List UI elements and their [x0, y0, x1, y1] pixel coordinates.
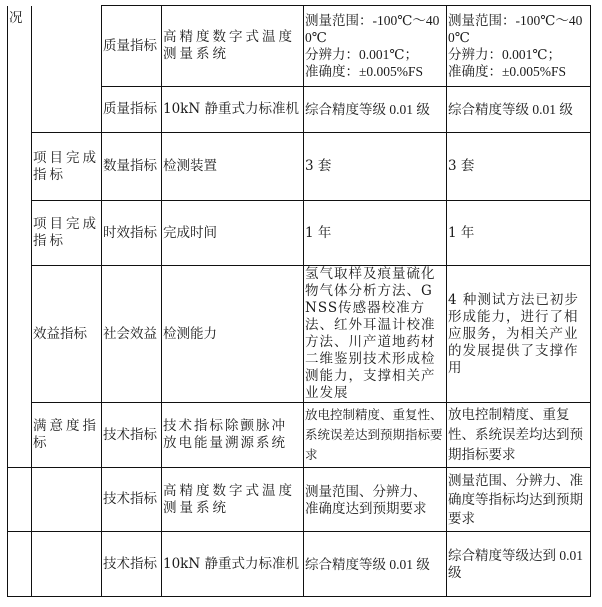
level1-text: 项目完成指标: [33, 149, 99, 183]
level2-cell: [102, 266, 162, 403]
actual-text: 测量范围、分辨力、准确度等指标均达到预期要求: [448, 473, 583, 526]
actual-text: 综合精度等级达到 0.01 级: [448, 548, 583, 580]
target-line: 测量范围：-100℃～400℃: [305, 13, 440, 45]
indicator-text: 10kN 静重式力标准机: [163, 555, 299, 572]
indicator-cell: [162, 6, 304, 87]
actual-cell: [447, 133, 591, 201]
indicator-text: 技术指标除颤脉冲放电能量溯源系统: [163, 418, 287, 451]
table-row: [8, 201, 591, 266]
target-cell: [304, 133, 447, 201]
target-text: 综合精度等级 0.01 级: [305, 556, 430, 572]
actual-cell: [447, 87, 591, 133]
indicator-cell: [162, 403, 304, 468]
level1-cell: [32, 532, 102, 597]
performance-indicator-table: [7, 5, 591, 597]
level2-text: 社会效益: [103, 325, 157, 342]
table-row: [8, 468, 591, 532]
indicator-text: 检测能力: [163, 325, 217, 342]
level2-text: 时效指标: [103, 224, 157, 241]
table-row: [8, 532, 591, 597]
section-label-cell: [8, 6, 32, 468]
target-cell: [304, 532, 447, 597]
actual-cell: [447, 403, 591, 468]
target-line: 分辨力：0.001℃；: [305, 47, 418, 62]
level2-text: 技术指标: [103, 555, 157, 572]
level1-text: 项目完成指标: [33, 216, 99, 249]
actual-text: 放电控制精度、重复性、系统误差均达到预期指标要求: [448, 407, 583, 462]
level1-cell: [32, 201, 102, 266]
actual-cell: [447, 6, 591, 87]
table-row: [8, 6, 591, 87]
indicator-text: 检测装置: [163, 158, 217, 174]
target-text: 综合精度等级 0.01 级: [305, 102, 430, 117]
indicator-text: 高精度数字式温度测量系统: [163, 482, 295, 516]
level2-text: 数量指标: [103, 158, 157, 174]
level1-cell: [32, 133, 102, 201]
level2-cell: [102, 468, 162, 532]
level2-cell: [102, 87, 162, 133]
actual-cell: [447, 468, 591, 532]
actual-line: 测量范围：-100℃～400℃: [448, 13, 583, 45]
target-line: 测量范围、分辨力、: [305, 483, 427, 499]
target-cell: [304, 6, 447, 87]
actual-line: 准确度：±0.005%FS: [448, 64, 567, 79]
level1-text: 效益指标: [33, 325, 87, 342]
indicator-text: 完成时间: [163, 224, 217, 241]
actual-cell: [447, 266, 591, 403]
level2-cell: [102, 532, 162, 597]
target-line: 准确度达到预期要求: [305, 500, 427, 516]
indicator-cell: [162, 266, 304, 403]
indicator-cell: [162, 532, 304, 597]
target-cell: [304, 201, 447, 266]
indicator-cell: [162, 468, 304, 532]
actual-text: 3 套: [448, 158, 475, 174]
level2-text: 技术指标: [103, 491, 157, 507]
table-row: [8, 403, 591, 468]
target-text: 3 套: [305, 158, 332, 174]
target-cell: [304, 468, 447, 532]
actual-cell: [447, 201, 591, 266]
level2-cell: [102, 403, 162, 468]
indicator-cell: [162, 87, 304, 133]
level1-text: 满意度指标: [33, 418, 99, 451]
indicator-text: 高精度数字式温度测量系统: [163, 29, 295, 62]
level1-cell: [32, 403, 102, 468]
actual-text: 4 种测试方法已初步形成能力，进行了相应服务，为相关产业的发展提供了支撑作用: [448, 291, 579, 376]
actual-text: 综合精度等级 0.01 级: [448, 102, 573, 117]
level1-cell: [32, 468, 102, 532]
actual-cell: [447, 532, 591, 597]
level2-text: 质量指标: [103, 37, 157, 54]
indicator-cell: [162, 201, 304, 266]
section-label-cell: [8, 532, 32, 597]
indicator-text: 10kN 静重式力标准机: [163, 101, 299, 117]
section-label: 况: [9, 9, 23, 26]
level2-cell: [102, 133, 162, 201]
target-text: 氢气取样及痕量硫化物气体分析方法、GNSS传感器校准方法、红外耳温计校准方法、川产道地药材二维鉴别技术形成检测能力，支撑相关产业发展: [305, 266, 436, 401]
level1-cell: [32, 6, 102, 133]
target-cell: [304, 403, 447, 468]
level2-text: 质量指标: [103, 101, 157, 117]
section-label-cell: [8, 468, 32, 532]
actual-text: 1 年: [448, 224, 475, 241]
level2-cell: [102, 201, 162, 266]
table-row: [8, 266, 591, 403]
level2-cell: [102, 6, 162, 87]
target-cell: [304, 87, 447, 133]
target-text: 放电控制精度、重复性、系统误差达到预期指标要求: [305, 408, 443, 462]
level1-cell: [32, 266, 102, 403]
target-text: 1 年: [305, 224, 332, 241]
target-cell: [304, 266, 447, 403]
table-row: [8, 133, 591, 201]
level2-text: 技术指标: [103, 426, 157, 443]
target-line: 准确度：±0.005%FS: [305, 64, 424, 79]
indicator-cell: [162, 133, 304, 201]
actual-line: 分辨力：0.001℃；: [448, 47, 561, 62]
